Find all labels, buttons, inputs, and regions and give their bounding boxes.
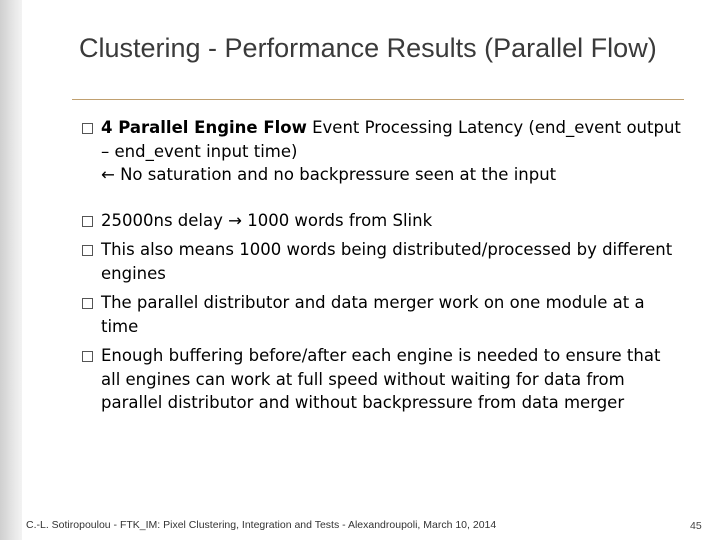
title-divider [72,99,684,100]
bullet-item-delay [82,209,682,233]
sub-line-no-saturation [82,163,682,187]
bullet-text: The parallel distributor and data merger work on one module at a time [101,293,645,336]
slide-title: Clustering - Performance Results (Parallel Flow) [79,33,657,63]
bullet-text: 25000ns delay [101,210,229,230]
bullet-box-icon [82,245,93,256]
bullet-item-one-module [82,291,682,338]
slide-footer: C.-L. Sotiropoulou - FTK_IM: Pixel Clustering, Integration and Tests - Alexandroupoli, March 10, 2014 [26,519,497,531]
left-decorative-bar [0,0,22,540]
bullet-box-icon [82,216,93,227]
bullet-box-icon [82,298,93,309]
bullet-box-icon [82,123,93,134]
bullet-text: Event Processing Latency (end_event output – end_event input time) [101,118,681,161]
bullet-text: Enough buffering before/after each engine is needed to ensure that all engines can work at full speed without waiting for data from parallel distributor and without backpressure from data merger [101,346,661,412]
left-arrow-icon: ← [101,165,115,184]
bullet-list [82,116,682,415]
sub-line-text: No saturation and no backpressure seen at the input [114,165,557,184]
page-number: 45 [690,520,702,532]
bullet-text: 1000 words from Slink [241,210,433,230]
bullet-box-icon [82,351,93,362]
bullet-text: This also means 1000 words being distributed/processed by different engines [101,240,673,283]
right-arrow-icon: → [228,210,242,230]
bullet-item-buffering [82,344,682,415]
bullet-item-distributed [82,238,682,285]
bullet-bold-text: 4 Parallel Engine Flow [101,118,307,137]
bullet-item-latency [82,116,682,163]
